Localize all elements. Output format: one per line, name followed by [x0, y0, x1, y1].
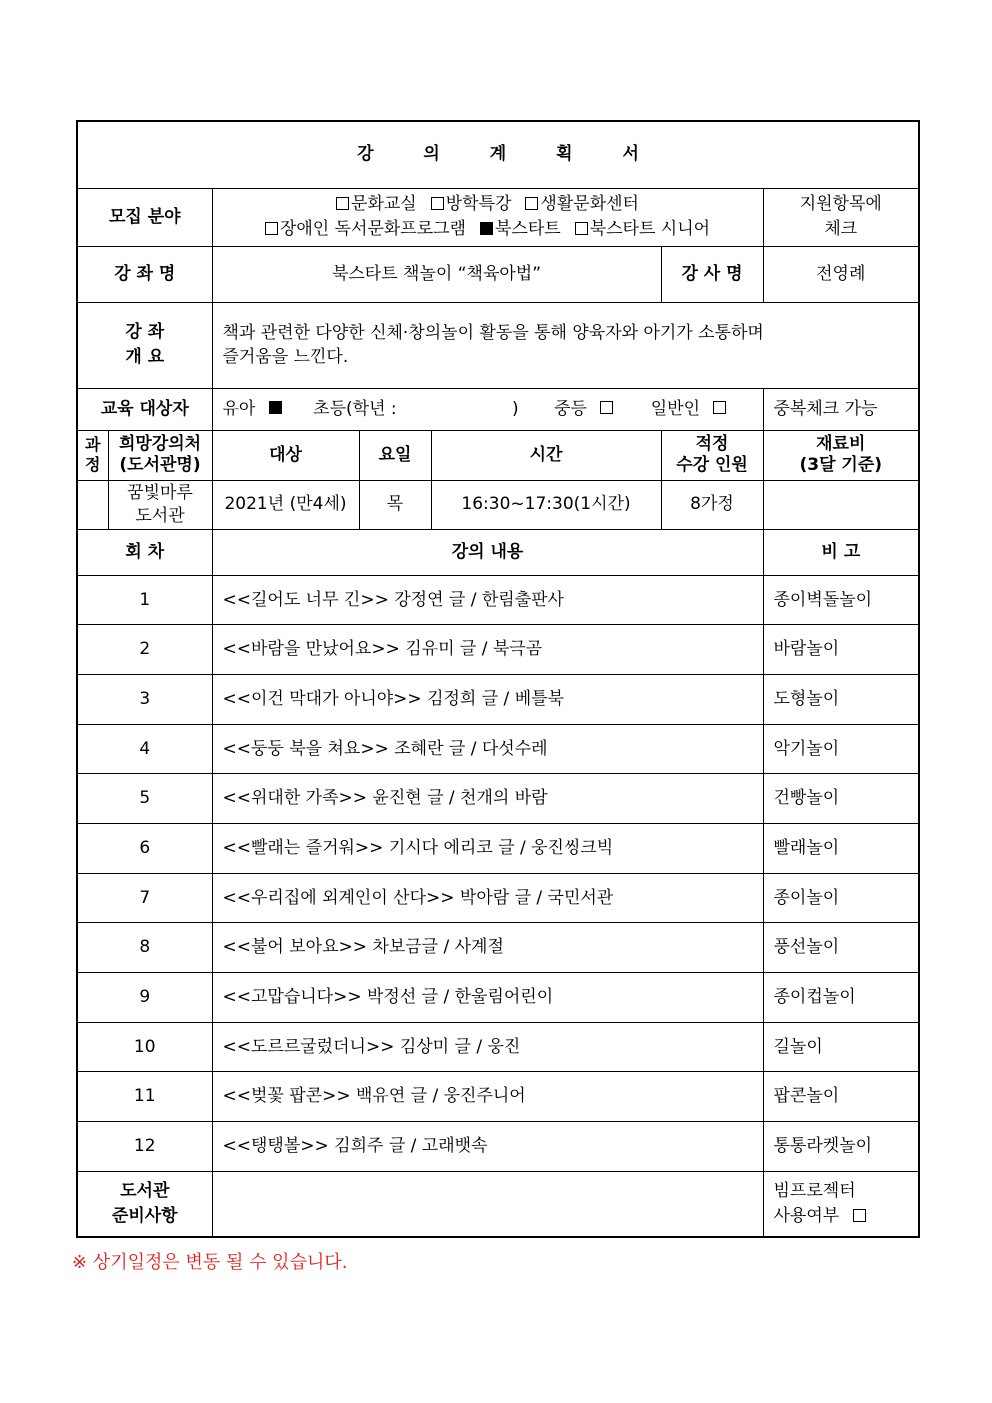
fee-header-line2: (3달 기준) — [799, 455, 883, 475]
session-content: <<위대한 가족>> 윤진현 글 / 천개의 바람 — [212, 774, 763, 824]
session-remark: 종이컵놀이 — [763, 973, 919, 1023]
round-header: 회 차 — [77, 529, 212, 575]
recruit-opt1-label-0: 문화교실 — [351, 194, 417, 215]
target-middle-checkbox[interactable] — [600, 401, 613, 414]
recruit-options — [212, 188, 763, 246]
projector-label: 사용여부 — [773, 1206, 840, 1226]
remark-header: 비 고 — [763, 529, 919, 575]
library-header — [108, 430, 212, 480]
session-remark: 바람놀이 — [763, 625, 919, 675]
overview-label-line1: 강 좌 — [125, 322, 165, 343]
target-infant-checkbox[interactable] — [269, 401, 282, 414]
recruit-opt2-checkbox-2[interactable] — [575, 222, 588, 235]
session-remark: 종이놀이 — [763, 873, 919, 923]
session-remark: 빨래놀이 — [763, 823, 919, 873]
prep-value — [212, 1171, 763, 1237]
recruit-opt1-checkbox-1[interactable] — [431, 197, 444, 210]
session-number: 2 — [77, 625, 212, 675]
session-row — [77, 1022, 919, 1072]
content-header: 강의 내용 — [212, 529, 763, 575]
time-cell: 16:30~17:30(1시간) — [431, 480, 661, 529]
course-name-label: 강 좌 명 — [77, 246, 212, 302]
session-row — [77, 625, 919, 675]
day-cell: 목 — [359, 480, 431, 529]
session-content: <<이건 막대가 아니야>> 김정희 글 / 베틀북 — [212, 674, 763, 724]
session-row — [77, 923, 919, 973]
session-remark: 건빵놀이 — [763, 774, 919, 824]
library-header-line1: 희망강의처 — [118, 433, 202, 454]
session-content: <<불어 보아요>> 차보금글 / 사계절 — [212, 923, 763, 973]
course-col-header: 과정 — [77, 430, 108, 480]
target-general-checkbox[interactable] — [713, 401, 726, 414]
recruit-opt1-label-2: 생활문화센터 — [540, 194, 639, 215]
session-number: 3 — [77, 674, 212, 724]
session-content: <<벚꽃 팝콘>> 백유연 글 / 웅진주니어 — [212, 1072, 763, 1122]
prep-label-line2: 준비사항 — [111, 1206, 178, 1226]
session-content: <<탱탱볼>> 김희주 글 / 고래뱃속 — [212, 1122, 763, 1172]
course-name-value: 북스타트 책놀이 “책육아법” — [212, 246, 661, 302]
target-general: 일반인 — [650, 398, 701, 419]
session-content: <<도르르굴렀더니>> 김상미 글 / 웅진 — [212, 1022, 763, 1072]
target-elementary-close: ) — [512, 398, 519, 419]
capacity-header — [661, 430, 763, 480]
session-remark: 길놀이 — [763, 1022, 919, 1072]
session-number: 5 — [77, 774, 212, 824]
session-remark: 도형놀이 — [763, 674, 919, 724]
recruit-label: 모집 분야 — [77, 188, 212, 246]
recruit-opt2-label-2: 북스타트 시니어 — [589, 219, 711, 239]
target-label: 교육 대상자 — [77, 388, 212, 430]
session-number: 10 — [77, 1022, 212, 1072]
session-content: <<길어도 너무 긴>> 강정연 글 / 한림출판사 — [212, 575, 763, 625]
target-options — [212, 388, 763, 430]
target-infant: 유아 — [222, 398, 256, 419]
session-number: 7 — [77, 873, 212, 923]
projector-line2 — [774, 1204, 919, 1229]
prep-label-line1: 도서관 — [120, 1181, 170, 1202]
recruit-opt1-checkbox-2[interactable] — [525, 197, 538, 210]
capacity-cell: 8가정 — [661, 480, 763, 529]
session-content: <<바람을 만났어요>> 김유미 글 / 북극곰 — [212, 625, 763, 675]
recruit-opt2-label-1: 북스타트 — [494, 219, 561, 239]
session-list — [77, 575, 919, 1171]
audience-cell: 2021년 (만4세) — [212, 480, 359, 529]
session-row — [77, 873, 919, 923]
recruit-note-line1: 지원항목에 — [799, 194, 882, 215]
session-remark: 악기놀이 — [763, 724, 919, 774]
recruit-opt1-label-1: 방학특강 — [445, 194, 512, 215]
fee-cell — [763, 480, 919, 529]
day-header: 요일 — [359, 430, 431, 480]
session-number: 1 — [77, 575, 212, 625]
session-number: 9 — [77, 973, 212, 1023]
session-number: 6 — [77, 823, 212, 873]
session-row — [77, 674, 919, 724]
session-row — [77, 774, 919, 824]
session-row — [77, 1072, 919, 1122]
session-number: 11 — [77, 1072, 212, 1122]
instructor-label: 강 사 명 — [661, 246, 763, 302]
library-cell-line2: 도서관 — [135, 505, 185, 526]
recruit-note-line2: 체크 — [824, 219, 858, 239]
session-number: 8 — [77, 923, 212, 973]
session-row — [77, 575, 919, 625]
time-header: 시간 — [431, 430, 661, 480]
capacity-header-line1: 적정 — [695, 433, 729, 454]
target-middle: 중등 — [554, 398, 587, 419]
session-content: <<고맙습니다>> 박정선 글 / 한울림어린이 — [212, 973, 763, 1023]
projector-checkbox[interactable] — [853, 1209, 866, 1222]
library-cell-line1: 꿈빛마루 — [127, 483, 193, 504]
target-note: 중복체크 가능 — [763, 388, 919, 430]
recruit-opt2-label-0: 장애인 독서문화프로그램 — [279, 219, 466, 239]
overview-label — [77, 302, 212, 388]
session-number: 12 — [77, 1122, 212, 1172]
session-remark: 통통라켓놀이 — [763, 1122, 919, 1172]
recruit-opt1-checkbox-0[interactable] — [336, 197, 349, 210]
lecture-plan-table — [76, 120, 920, 1238]
recruit-options-line1 — [213, 192, 763, 217]
recruit-note — [763, 188, 919, 246]
library-header-line2: (도서관명) — [119, 455, 201, 475]
projector-cell — [763, 1171, 919, 1237]
prep-label — [77, 1171, 212, 1237]
session-remark: 풍선놀이 — [763, 923, 919, 973]
course-col-cell — [77, 480, 108, 529]
session-content: <<우리집에 외계인이 산다>> 박아람 글 / 국민서관 — [212, 873, 763, 923]
fee-header-line1: 재료비 — [816, 433, 866, 454]
session-number: 4 — [77, 724, 212, 774]
session-remark: 팝콘놀이 — [763, 1072, 919, 1122]
session-row — [77, 1122, 919, 1172]
projector-line1: 빔프로젝터 — [773, 1181, 856, 1202]
instructor-value: 전영례 — [763, 246, 919, 302]
session-row — [77, 973, 919, 1023]
overview-text-line2: 즐거움을 느낀다. — [222, 347, 349, 368]
capacity-header-line2: 수강 인원 — [676, 455, 748, 475]
fee-header — [763, 430, 919, 480]
overview-text-line1: 책과 관련한 다양한 신체·창의놀이 활동을 통해 양육자와 아기가 소통하며 — [222, 322, 764, 343]
recruit-opt2-checkbox-1[interactable] — [480, 222, 493, 235]
overview-label-line2: 개 요 — [125, 347, 165, 367]
page-title: 강 의 계 획 서 — [77, 121, 919, 188]
session-content: <<둥둥 북을 쳐요>> 조혜란 글 / 다섯수레 — [212, 724, 763, 774]
overview-text — [212, 302, 919, 388]
library-cell — [108, 480, 212, 529]
recruit-options-line2 — [213, 217, 763, 242]
schedule-change-note: ※ 상기일정은 변동 될 수 있습니다. — [72, 1252, 348, 1273]
target-elementary: 초등(학년 : — [313, 398, 397, 419]
session-row — [77, 823, 919, 873]
session-remark: 종이벽돌놀이 — [763, 575, 919, 625]
session-row — [77, 724, 919, 774]
session-content: <<빨래는 즐거워>> 기시다 에리코 글 / 웅진씽크빅 — [212, 823, 763, 873]
audience-header: 대상 — [212, 430, 359, 480]
recruit-opt2-checkbox-0[interactable] — [265, 222, 278, 235]
